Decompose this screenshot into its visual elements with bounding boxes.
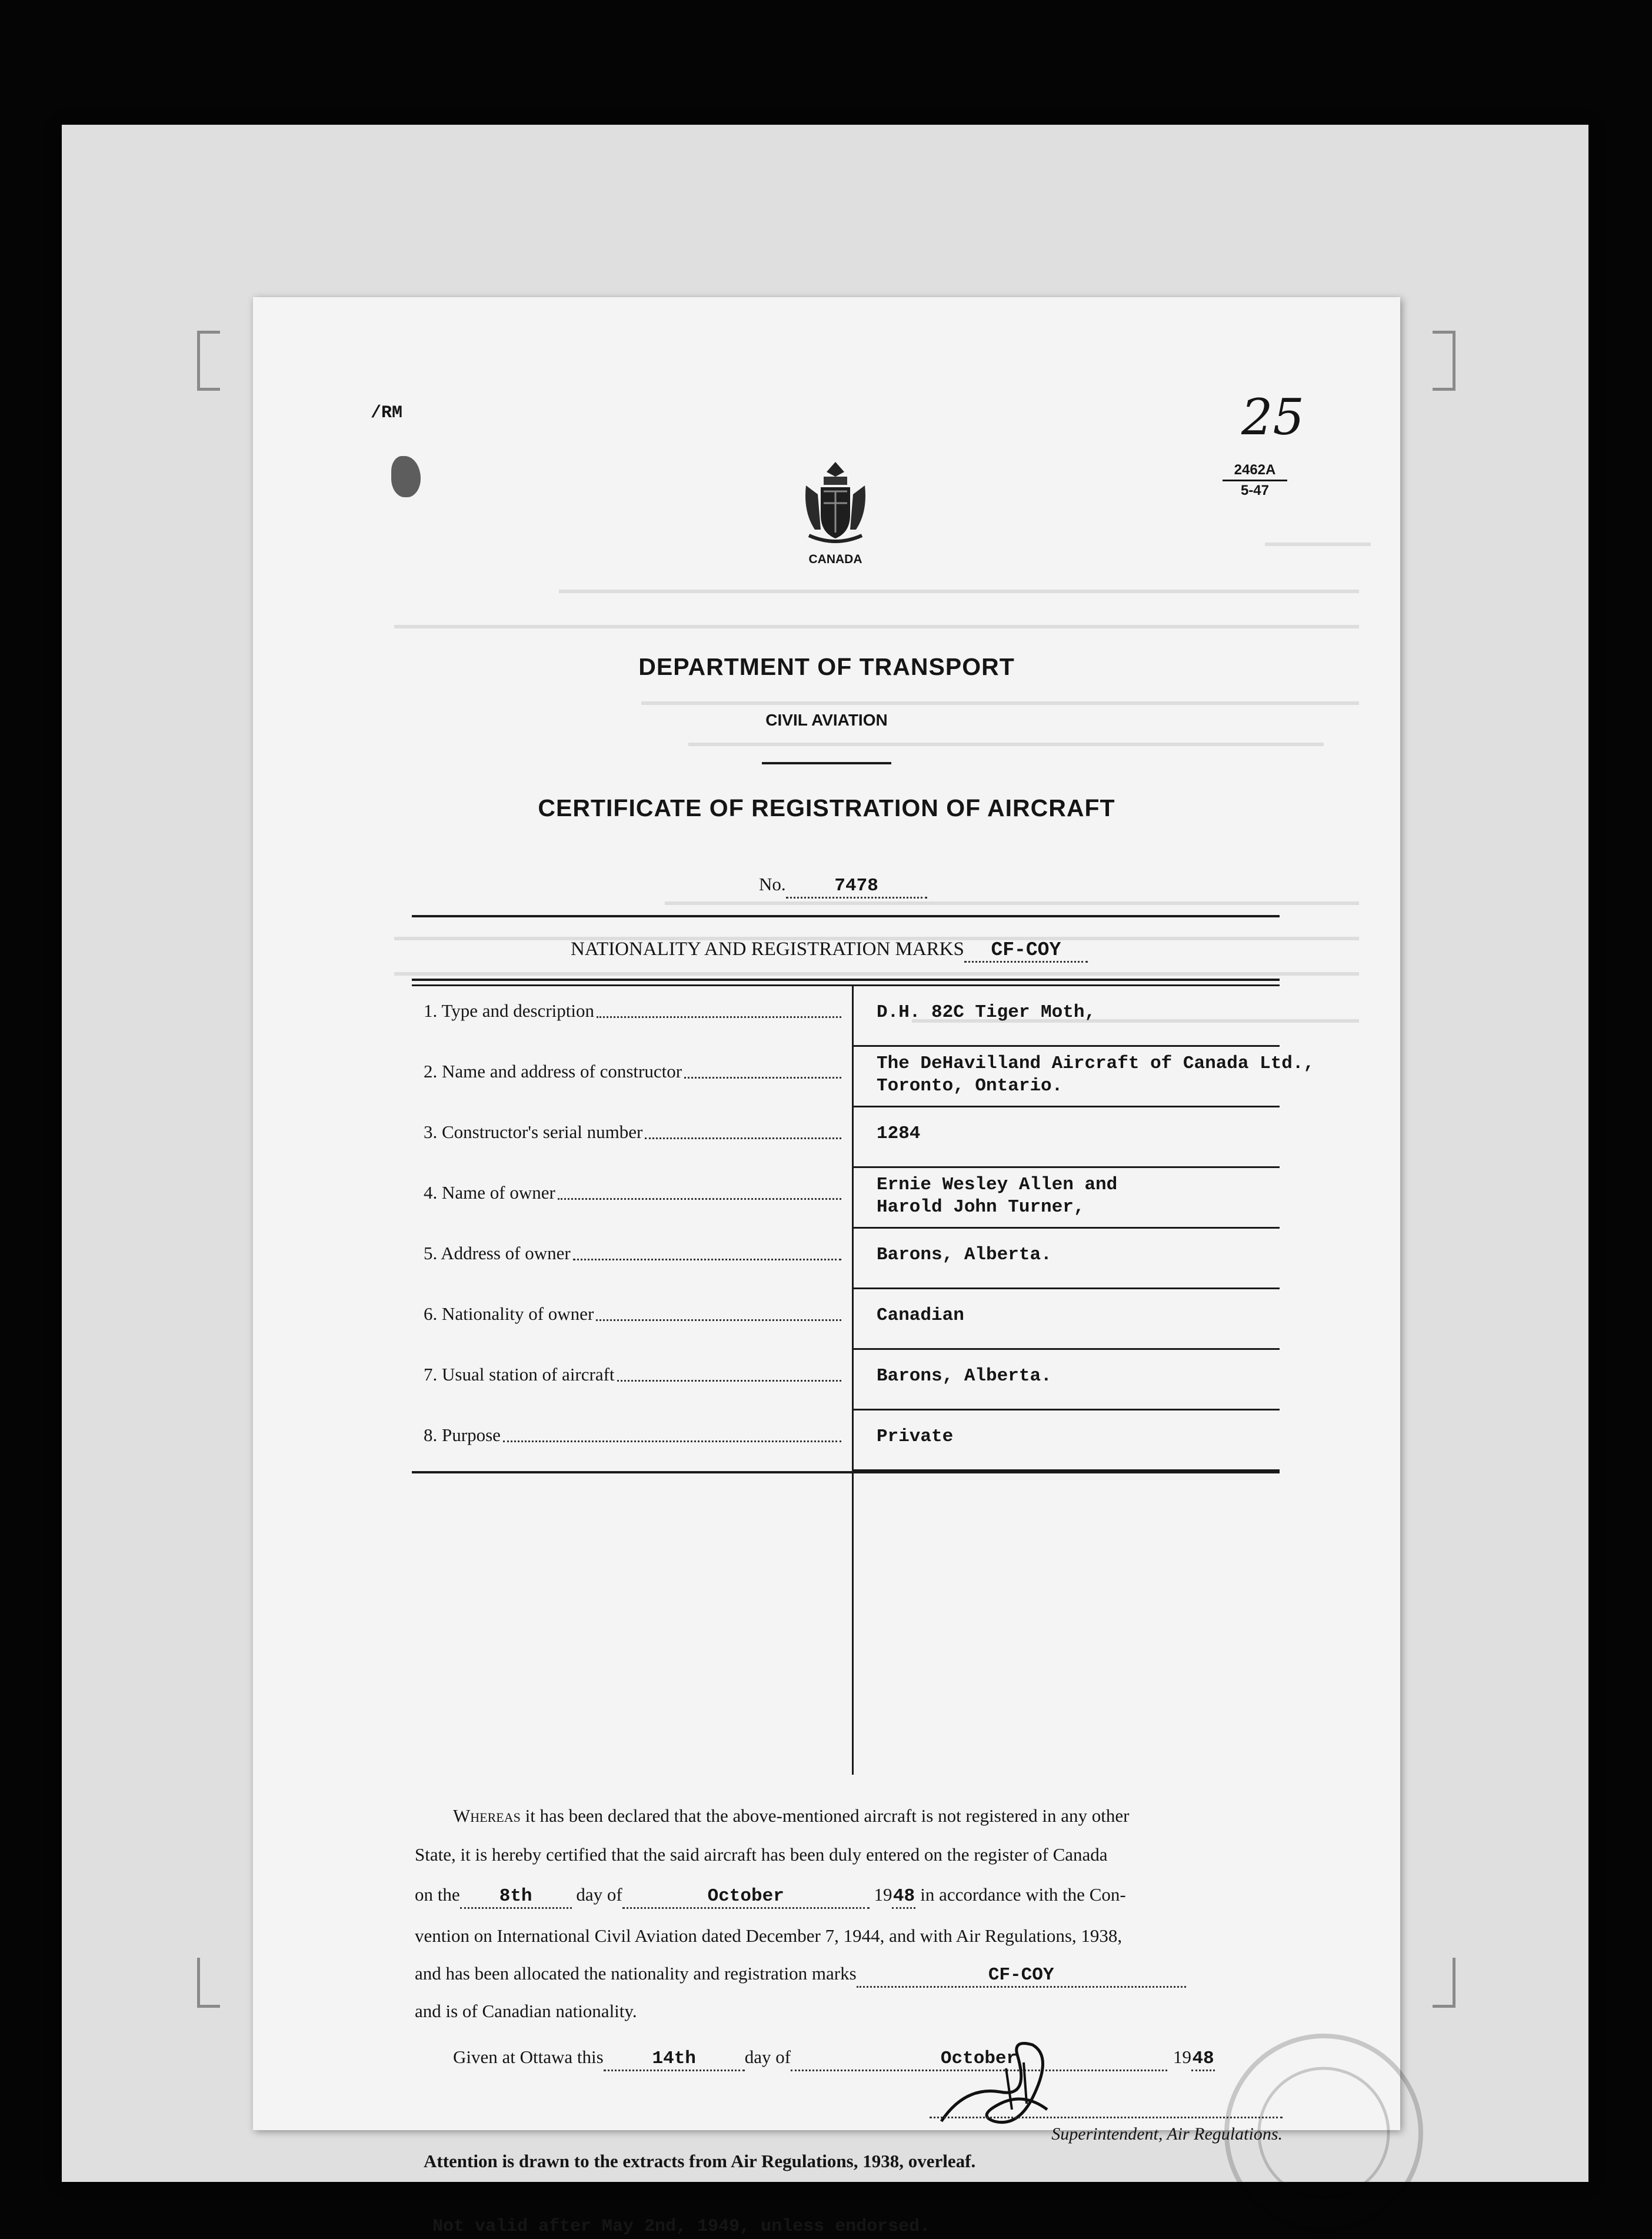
registration-day: 8th (460, 1886, 572, 1909)
row-value-line: Barons, Alberta. (877, 1366, 1052, 1386)
row-rule (853, 1409, 1280, 1410)
dot-leader (503, 1440, 841, 1442)
year-prefix: 19 (874, 1884, 892, 1905)
row-value-line: Barons, Alberta. (877, 1245, 1052, 1265)
crop-mark-top-left (197, 331, 220, 391)
given-year-prefix: 19 (1173, 2047, 1192, 2067)
registration-marks-label: NATIONALITY AND REGISTRATION MARKS (571, 939, 964, 960)
row-value-1 (877, 1002, 1095, 1024)
dot-leader (617, 1379, 841, 1382)
file-mark: /RM (371, 403, 403, 423)
row-value-4 (877, 1174, 1117, 1219)
given-day: 14th (604, 2048, 745, 2071)
dot-leader (558, 1197, 841, 1200)
given-at-label: Given at Ottawa this (453, 2047, 604, 2067)
crest-caption: CANADA (808, 553, 862, 566)
row-label-text: 3. Constructor's serial number (424, 1122, 643, 1142)
signatory-title: Superintendent, Air Regulations. (1051, 2124, 1283, 2144)
row-value-6 (877, 1305, 964, 1327)
row-rule (853, 1227, 1280, 1229)
row-label-text: 6. Nationality of owner (424, 1303, 594, 1324)
branch-title: CIVIL AVIATION (765, 711, 888, 729)
row-value-5 (877, 1244, 1052, 1266)
row-value-line: Canadian (877, 1305, 964, 1326)
row-label-text: 2. Name and address of constructor (424, 1061, 682, 1082)
day-of-label: day of (576, 1884, 622, 1905)
table-bottom-rule (412, 1471, 1280, 1473)
row-label-1 (424, 1000, 841, 1022)
declaration-line-2: State, it is hereby certified that the said aircraft has been duly entered on the register of Canada (415, 1844, 1108, 1865)
certificate-title: CERTIFICATE OF REGISTRATION OF AIRCRAFT (538, 794, 1115, 821)
row-value-line: Private (877, 1426, 954, 1447)
dot-leader (573, 1258, 841, 1260)
form-number-code: 2462A (1223, 461, 1287, 481)
row-rule (853, 1287, 1280, 1289)
dot-leader (684, 1076, 841, 1079)
certificate-number (759, 874, 927, 899)
certificate-number-value: 7478 (786, 876, 927, 899)
row-label-text: 5. Address of owner (424, 1243, 571, 1263)
row-label-4 (424, 1182, 841, 1203)
row-value-2 (877, 1053, 1314, 1097)
row-label-7 (424, 1364, 841, 1385)
allocated-marks: CF-COY (857, 1965, 1186, 1988)
row-value-3 (877, 1123, 920, 1145)
row-value-line: Harold John Turner, (877, 1197, 1085, 1217)
row-label-text: 8. Purpose (424, 1425, 501, 1445)
registration-marks-value: CF-COY (964, 940, 1088, 963)
certificate-page (253, 297, 1400, 2237)
row-label-text: 4. Name of owner (424, 1182, 555, 1203)
form-number (1223, 461, 1287, 500)
declaration-line-6: and is of Canadian nationality. (415, 2001, 637, 2021)
row-label-6 (424, 1303, 841, 1325)
row-value-line: 1284 (877, 1123, 921, 1144)
row-rule (853, 1045, 1280, 1047)
declaration-line-3 (415, 1875, 1285, 1914)
crop-mark-bottom-right (1433, 1958, 1456, 2008)
declaration-line-1 (415, 1796, 1285, 1835)
whereas-word: Whereas (453, 1805, 521, 1826)
declaration-text-3: in accordance with the Con- (920, 1884, 1126, 1905)
handwritten-page-number: 25 (1241, 388, 1304, 446)
registration-marks-line (571, 939, 1088, 963)
table-top-rule-1 (412, 979, 1280, 981)
dot-leader (596, 1319, 841, 1321)
row-value-line: Ernie Wesley Allen and (877, 1175, 1118, 1195)
crest-icon (800, 459, 871, 547)
registration-month: October (622, 1886, 870, 1909)
given-year: 48 (1191, 2048, 1215, 2071)
coat-of-arms-emblem (800, 459, 871, 577)
row-rule (853, 1106, 1280, 1107)
row-rule (853, 1348, 1280, 1350)
declaration-text-1: it has been declared that the above-mentioned aircraft is not registered in any other (525, 1805, 1130, 1826)
row-value-7 (877, 1365, 1052, 1388)
declaration-line-5 (415, 1954, 1285, 1993)
row-label-5 (424, 1243, 841, 1264)
signature-line (930, 2117, 1283, 2120)
rule-under-number (412, 915, 1280, 917)
declaration-line-4: vention on International Civil Aviation dated December 7, 1944, and with Air Regulations, 1938, (415, 1925, 1123, 1946)
row-value-line: The DeHavilland Aircraft of Canada Ltd., (877, 1053, 1315, 1074)
crop-mark-top-right (1433, 331, 1456, 391)
row-label-text: 1. Type and description (424, 1000, 594, 1021)
form-number-date: 5-47 (1240, 483, 1270, 498)
row-rule (853, 1166, 1280, 1168)
dot-leader (645, 1137, 841, 1139)
dot-leader (597, 1016, 841, 1018)
validity-note: Not valid after May 2nd, 1949, unless endorsed. (432, 2217, 931, 2237)
attention-note: Attention is drawn to the extracts from Air Regulations, 1938, overleaf. (424, 2151, 976, 2171)
table-column-divider (852, 986, 854, 1775)
crop-mark-bottom-left (197, 1958, 220, 2008)
row-value-line: D.H. 82C Tiger Moth, (877, 1002, 1096, 1023)
on-the-label: on the (415, 1884, 460, 1905)
given-day-of-label: day of (744, 2047, 791, 2067)
row-value-8 (877, 1426, 953, 1448)
declaration-text-5: and has been allocated the nationality and registration marks (415, 1963, 857, 1984)
row-label-2 (424, 1061, 841, 1082)
department-title: DEPARTMENT OF TRANSPORT (638, 653, 1015, 680)
table-top-rule-2 (412, 984, 1280, 986)
title-divider (762, 762, 891, 764)
certificate-number-label: No. (759, 874, 786, 894)
registration-year: 48 (892, 1886, 915, 1909)
given-at-line (453, 2038, 1324, 2077)
punch-mark (391, 456, 421, 497)
given-month: October (791, 2048, 1167, 2071)
row-label-3 (424, 1122, 841, 1143)
row-value-line: Toronto, Ontario. (877, 1076, 1063, 1096)
row-label-text: 7. Usual station of aircraft (424, 1364, 615, 1385)
row-label-8 (424, 1425, 841, 1446)
